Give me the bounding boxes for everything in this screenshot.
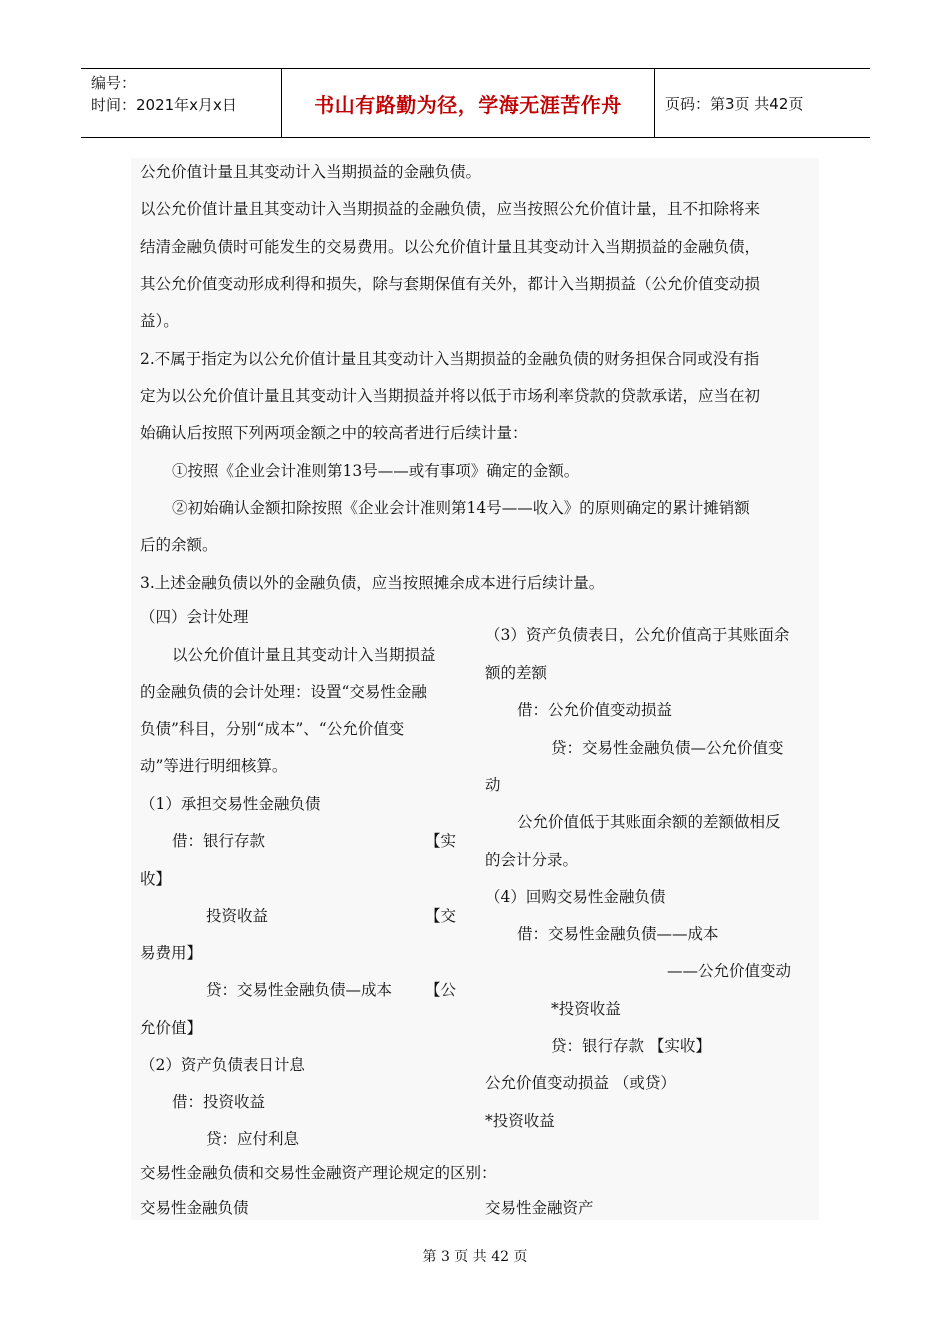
text-line: 其公允价值变动形成利得和损失，除与套期保值有关外，都计入当期损益（公允价值变动损 xyxy=(140,275,761,293)
right-text-line: 贷：银行存款 【实收】 xyxy=(551,1037,711,1055)
text-line: 2.不属于指定为以公允价值计量且其变动计入当期损益的金融负债的财务担保合同或没有指 xyxy=(140,350,760,368)
section-heading: （四）会计处理 xyxy=(140,608,249,626)
document-body xyxy=(131,158,819,1220)
left-text-line: 投资收益 xyxy=(206,907,269,925)
text-line: 始确认后按照下列两项金额之中的较高者进行后续计量： xyxy=(140,424,528,442)
right-text-line: *投资收益 xyxy=(551,1000,621,1018)
text-line: 益）。 xyxy=(140,312,179,330)
left-text-line: 借：投资收益 xyxy=(172,1093,266,1111)
text-line: ①按照《企业会计准则第13号——或有事项》确定的金额。 xyxy=(172,462,580,480)
left-text-line: 贷：交易性金融负债—成本 xyxy=(206,981,393,999)
right-text-line: 借：交易性金融负债——成本 xyxy=(517,925,719,943)
table-column-header: 交易性金融资产 xyxy=(485,1199,594,1217)
left-text-line: 负债”科目，分别“成本”、“公允价值变 xyxy=(140,720,405,738)
motto: 书山有路勤为径，学海无涯苦作舟 xyxy=(282,69,655,137)
right-text-line: 公允价值变动损益 （或贷） xyxy=(485,1074,676,1092)
text-line: 交易性金融负债和交易性金融资产理论规定的区别： xyxy=(140,1164,497,1182)
left-text-line: 贷：应付利息 xyxy=(206,1130,300,1148)
page-header xyxy=(81,68,870,138)
right-text-line: 动 xyxy=(485,776,501,794)
table-column-header: 交易性金融负债 xyxy=(140,1199,249,1217)
left-text-line: 借：银行存款 xyxy=(172,832,266,850)
time-label: 时间：2021年x月x日 xyxy=(91,96,237,114)
left-text-line: 【公 xyxy=(425,981,457,999)
right-text-line: 公允价值低于其账面余额的差额做相反 xyxy=(517,813,781,831)
page-info: 页码：第3页 共42页 xyxy=(665,94,804,113)
right-text-line: 额的差额 xyxy=(485,664,548,682)
left-text-line: 易费用】 xyxy=(140,944,203,962)
left-text-line: 允价值】 xyxy=(140,1019,203,1037)
right-text-line: 贷：交易性金融负债—公允价值变 xyxy=(551,739,784,757)
left-text-line: 动”等进行明细核算。 xyxy=(140,757,288,775)
left-text-line: 的金融负债的会计处理：设置“交易性金融 xyxy=(140,683,427,701)
right-text-line: ——公允价值变动 xyxy=(667,962,792,980)
text-line: 后的余额。 xyxy=(140,536,218,554)
text-line: 3.上述金融负债以外的金融负债，应当按照摊余成本进行后续计量。 xyxy=(140,574,605,592)
text-line: 以公允价值计量且其变动计入当期损益的金融负债，应当按照公允价值计量，且不扣除将来 xyxy=(140,200,761,218)
left-text-line: 【实 xyxy=(425,832,457,850)
right-text-line: （4）回购交易性金融负债 xyxy=(485,888,666,906)
right-text-line: 借：公允价值变动损益 xyxy=(517,701,673,719)
left-text-line: （1）承担交易性金融负债 xyxy=(140,795,321,813)
left-text-line: 收】 xyxy=(140,870,172,888)
left-text-line: 【交 xyxy=(425,907,457,925)
text-line: 结清金融负债时可能发生的交易费用。以公允价值计量且其变动计入当期损益的金融负债， xyxy=(140,238,761,256)
right-text-line: 的会计分录。 xyxy=(485,851,579,869)
number-label: 编号： xyxy=(91,74,137,92)
right-text-line: *投资收益 xyxy=(485,1112,555,1130)
text-line: 定为以公允价值计量且其变动计入当期损益并将以低于市场利率贷款的贷款承诺，应当在初 xyxy=(140,387,761,405)
left-text-line: 以公允价值计量且其变动计入当期损益 xyxy=(172,646,436,664)
text-line: 公允价值计量且其变动计入当期损益的金融负债。 xyxy=(140,163,482,181)
text-line: ②初始确认金额扣除按照《企业会计准则第14号——收入》的原则确定的累计摊销额 xyxy=(172,499,750,517)
header-meta xyxy=(81,69,282,137)
left-text-line: （2）资产负债表日计息 xyxy=(140,1056,305,1074)
page-footer: 第 3 页 共 42 页 xyxy=(422,1249,528,1265)
right-text-line: （3）资产负债表日，公允价值高于其账面余 xyxy=(485,626,790,644)
